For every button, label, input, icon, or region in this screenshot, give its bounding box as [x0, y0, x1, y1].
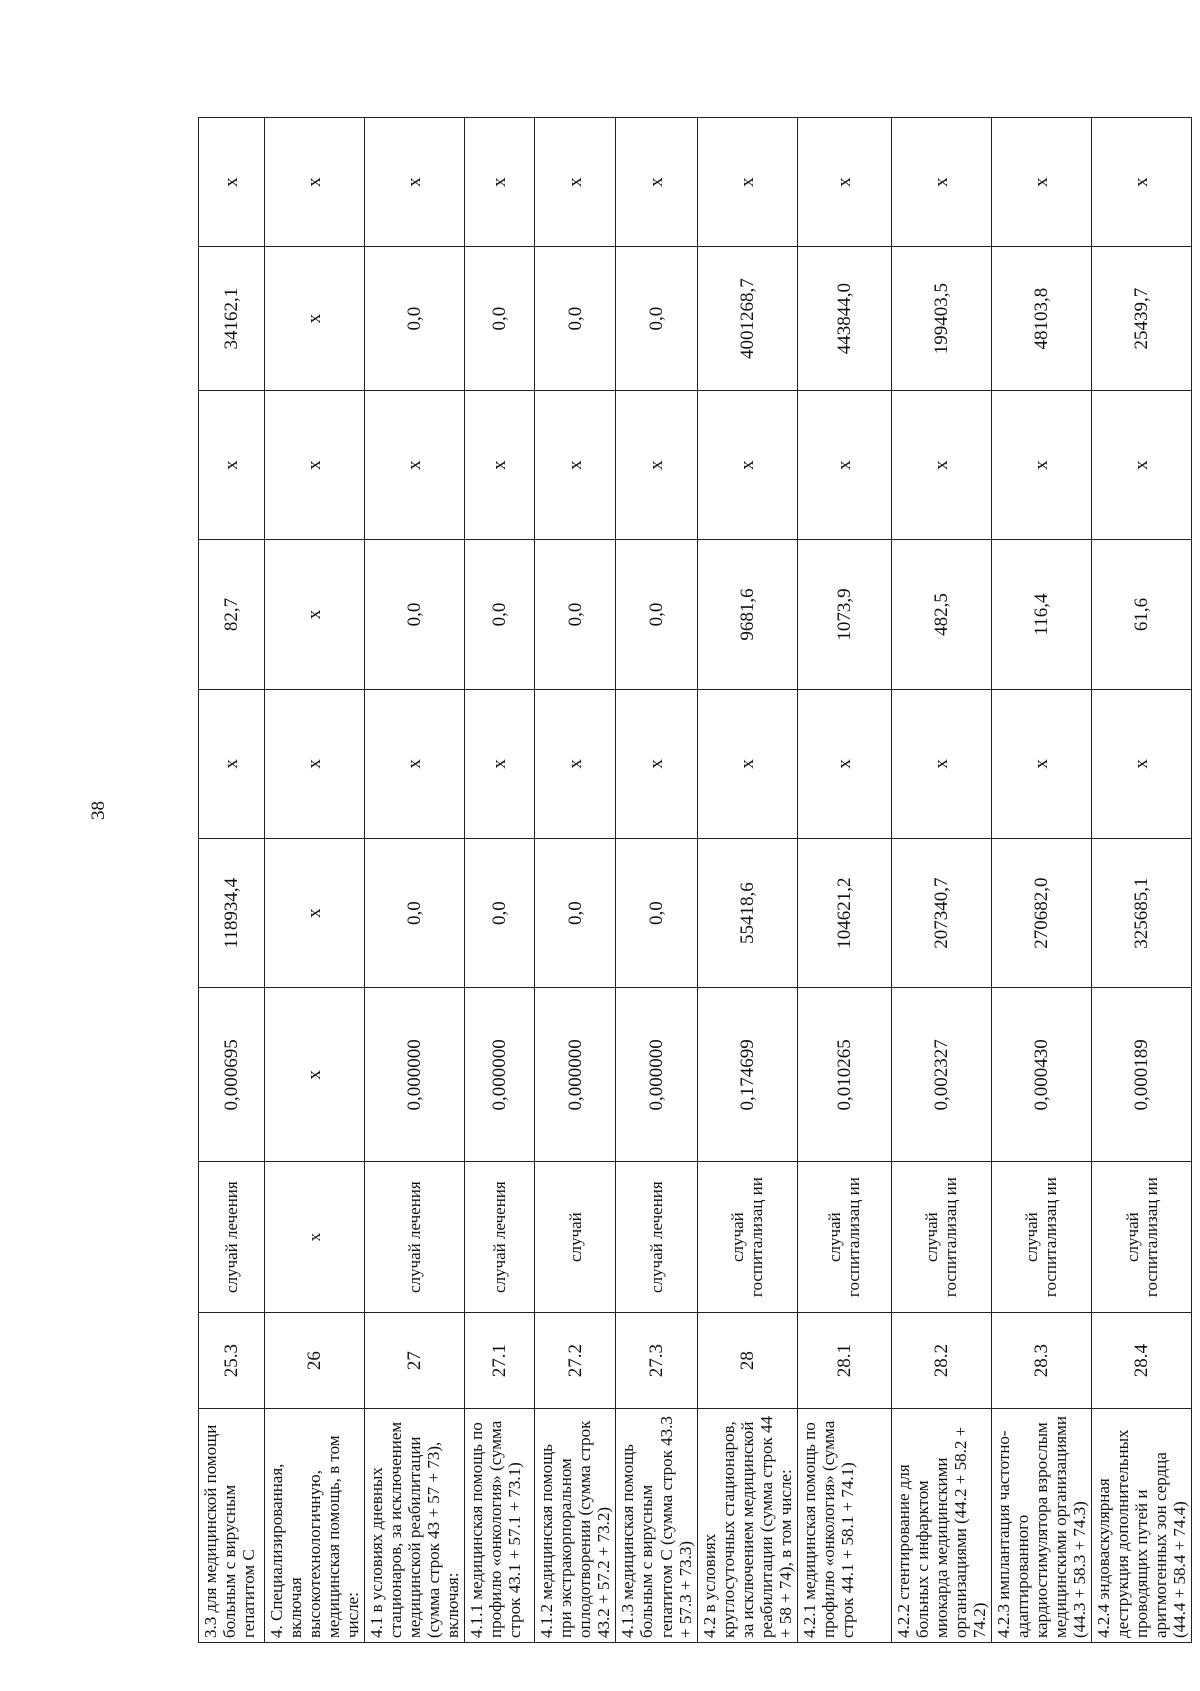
cell-value: 0,0 — [535, 839, 616, 988]
cell-value: x — [991, 118, 1091, 247]
cell-value: 0,000000 — [365, 988, 465, 1162]
row-number: 28.1 — [797, 1312, 891, 1409]
table-row — [465, 118, 535, 1643]
cell-value: x — [199, 390, 265, 539]
row-name: 4.2.1 медицинская помощь по профилю «онкология» (сумма строк 44.1 + 58.1 + 74.1) — [797, 1409, 891, 1643]
row-unit: случай госпитализац ии — [1092, 1162, 1192, 1312]
cell-value: x — [697, 118, 797, 247]
table-row — [265, 118, 365, 1643]
row-number: 27.1 — [465, 1312, 535, 1409]
cell-value: x — [1092, 689, 1192, 838]
cell-value: 4001268,7 — [697, 247, 797, 391]
row-number: 25.3 — [199, 1312, 265, 1409]
row-name: 3.3 для медицинской помощи больным с вирусным гепатитом С — [199, 1409, 265, 1643]
row-name: 4.2 в условиях круглосуточных стационаров, за исключением медицинской реабилитации (сумма строк 44 + 58 + 74), в том числе: — [697, 1409, 797, 1643]
cell-value: 61,6 — [1092, 540, 1192, 689]
cell-value: 199403,5 — [891, 247, 991, 391]
cell-value: 0,002327 — [891, 988, 991, 1162]
cell-value: x — [797, 118, 891, 247]
cell-value: x — [991, 689, 1091, 838]
cell-value: x — [265, 839, 365, 988]
table-row — [797, 118, 891, 1643]
row-unit: случай лечения — [199, 1162, 265, 1312]
table-row — [891, 118, 991, 1643]
cell-value: 116,4 — [991, 540, 1091, 689]
cell-value: 0,174699 — [697, 988, 797, 1162]
table-row — [697, 118, 797, 1643]
cell-value: x — [265, 988, 365, 1162]
cell-value: x — [1092, 390, 1192, 539]
cell-value: x — [265, 540, 365, 689]
table-row — [535, 118, 616, 1643]
row-name: 4.2.3 имплантация частотно-адаптированного кардиостимулятора взрослым медицинскими организациями (44.3 + 58.3 + 74.3) — [991, 1409, 1091, 1643]
cell-value: x — [465, 689, 535, 838]
row-unit: x — [265, 1162, 365, 1312]
cell-value: 0,0 — [616, 540, 697, 689]
row-number: 27 — [365, 1312, 465, 1409]
cell-value: 482,5 — [891, 540, 991, 689]
row-unit: случай госпитализац ии — [991, 1162, 1091, 1312]
cell-value: 0,000189 — [1092, 988, 1192, 1162]
row-unit: случай лечения — [365, 1162, 465, 1312]
cell-value: 443844,0 — [797, 247, 891, 391]
cell-value: x — [616, 390, 697, 539]
row-unit: случай госпитализац ии — [697, 1162, 797, 1312]
row-name: 4.1.2 медицинская помощь при экстракорпоральном оплодотворении (сумма строк 43.2 + 57.2 + 73.2) — [535, 1409, 616, 1643]
cell-value: x — [616, 689, 697, 838]
cell-value: 325685,1 — [1092, 839, 1192, 988]
row-name: 4.2.4 эндоваскулярная деструкция дополнительных проводящих путей и аритмогенных зон сердца (44.4 + 58.4 + 74.4) — [1092, 1409, 1192, 1643]
row-name: 4.1.3 медицинская помощь больным с вирусным гепатитом С (сумма строк 43.3 + 57.3 + 73.3) — [616, 1409, 697, 1643]
table-row — [1092, 118, 1192, 1643]
cell-value: x — [1092, 118, 1192, 247]
row-number: 27.2 — [535, 1312, 616, 1409]
row-number: 27.3 — [616, 1312, 697, 1409]
cell-value: 0,000430 — [991, 988, 1091, 1162]
row-unit: случай госпитализац ии — [797, 1162, 891, 1312]
cell-value: 0,0 — [535, 247, 616, 391]
cell-value: 34162,1 — [199, 247, 265, 391]
cell-value: 104621,2 — [797, 839, 891, 988]
page-number: 38 — [88, 801, 109, 820]
cell-value: x — [199, 118, 265, 247]
cell-value: 1073,9 — [797, 540, 891, 689]
cell-value: 25439,7 — [1092, 247, 1192, 391]
cell-value: x — [616, 118, 697, 247]
cell-value: 118934,4 — [199, 839, 265, 988]
row-unit: случай — [535, 1162, 616, 1312]
cell-value: x — [797, 689, 891, 838]
cell-value: 0,0 — [365, 839, 465, 988]
cell-value: x — [797, 390, 891, 539]
cell-value: 0,0 — [365, 247, 465, 391]
cell-value: x — [697, 390, 797, 539]
cell-value: 0,000695 — [199, 988, 265, 1162]
cell-value: x — [265, 689, 365, 838]
cell-value: 0,0 — [616, 839, 697, 988]
cell-value: x — [891, 118, 991, 247]
cell-value: 82,7 — [199, 540, 265, 689]
cell-value: x — [891, 390, 991, 539]
table-row — [991, 118, 1091, 1643]
row-number: 28.3 — [991, 1312, 1091, 1409]
cell-value: 0,000000 — [465, 988, 535, 1162]
cell-value: x — [465, 390, 535, 539]
row-unit: случай госпитализац ии — [891, 1162, 991, 1312]
cell-value: x — [365, 118, 465, 247]
table-row — [616, 118, 697, 1643]
cell-value: x — [465, 118, 535, 247]
cell-value: 0,0 — [465, 839, 535, 988]
row-number: 28 — [697, 1312, 797, 1409]
cell-value: 9681,6 — [697, 540, 797, 689]
cell-value: 0,0 — [535, 540, 616, 689]
row-number: 28.2 — [891, 1312, 991, 1409]
row-number: 26 — [265, 1312, 365, 1409]
cell-value: x — [697, 689, 797, 838]
cell-value: x — [535, 689, 616, 838]
cell-value: x — [265, 118, 365, 247]
cell-value: x — [535, 118, 616, 247]
cell-value: 0,0 — [465, 247, 535, 391]
cell-value: 48103,8 — [991, 247, 1091, 391]
cell-value: x — [265, 247, 365, 391]
table-row — [365, 118, 465, 1643]
cell-value: x — [891, 689, 991, 838]
row-name: 4.1 в условиях дневных стационаров, за исключением медицинской реабилитации (сумма строк 43 + 57 + 73), включая: — [365, 1409, 465, 1643]
cell-value: 0,0 — [465, 540, 535, 689]
cell-value: x — [991, 390, 1091, 539]
data-table — [198, 117, 1192, 1643]
table-row — [199, 118, 265, 1643]
row-name: 4.2.2 стентирование для больных с инфарктом миокарда медицинскими организациями (44.2 + 58.2 + 74.2) — [891, 1409, 991, 1643]
cell-value: 0,000000 — [535, 988, 616, 1162]
cell-value: 0,010265 — [797, 988, 891, 1162]
cell-value: x — [365, 390, 465, 539]
row-name: 4.1.1 медицинская помощь по профилю «онкология» (сумма строк 43.1 + 57.1 + 73.1) — [465, 1409, 535, 1643]
cell-value: 0,0 — [365, 540, 465, 689]
row-name: 4. Специализированная, включая высокотехнологичную, медицинская помощь, в том числе: — [265, 1409, 365, 1643]
cell-value: x — [365, 689, 465, 838]
cell-value: 207340,7 — [891, 839, 991, 988]
cell-value: 55418,6 — [697, 839, 797, 988]
cell-value: 0,0 — [616, 247, 697, 391]
cell-value: x — [535, 390, 616, 539]
row-unit: случай лечения — [616, 1162, 697, 1312]
cell-value: x — [265, 390, 365, 539]
row-number: 28.4 — [1092, 1312, 1192, 1409]
cell-value: 0,000000 — [616, 988, 697, 1162]
cell-value: 270682,0 — [991, 839, 1091, 988]
row-unit: случай лечения — [465, 1162, 535, 1312]
cell-value: x — [199, 689, 265, 838]
